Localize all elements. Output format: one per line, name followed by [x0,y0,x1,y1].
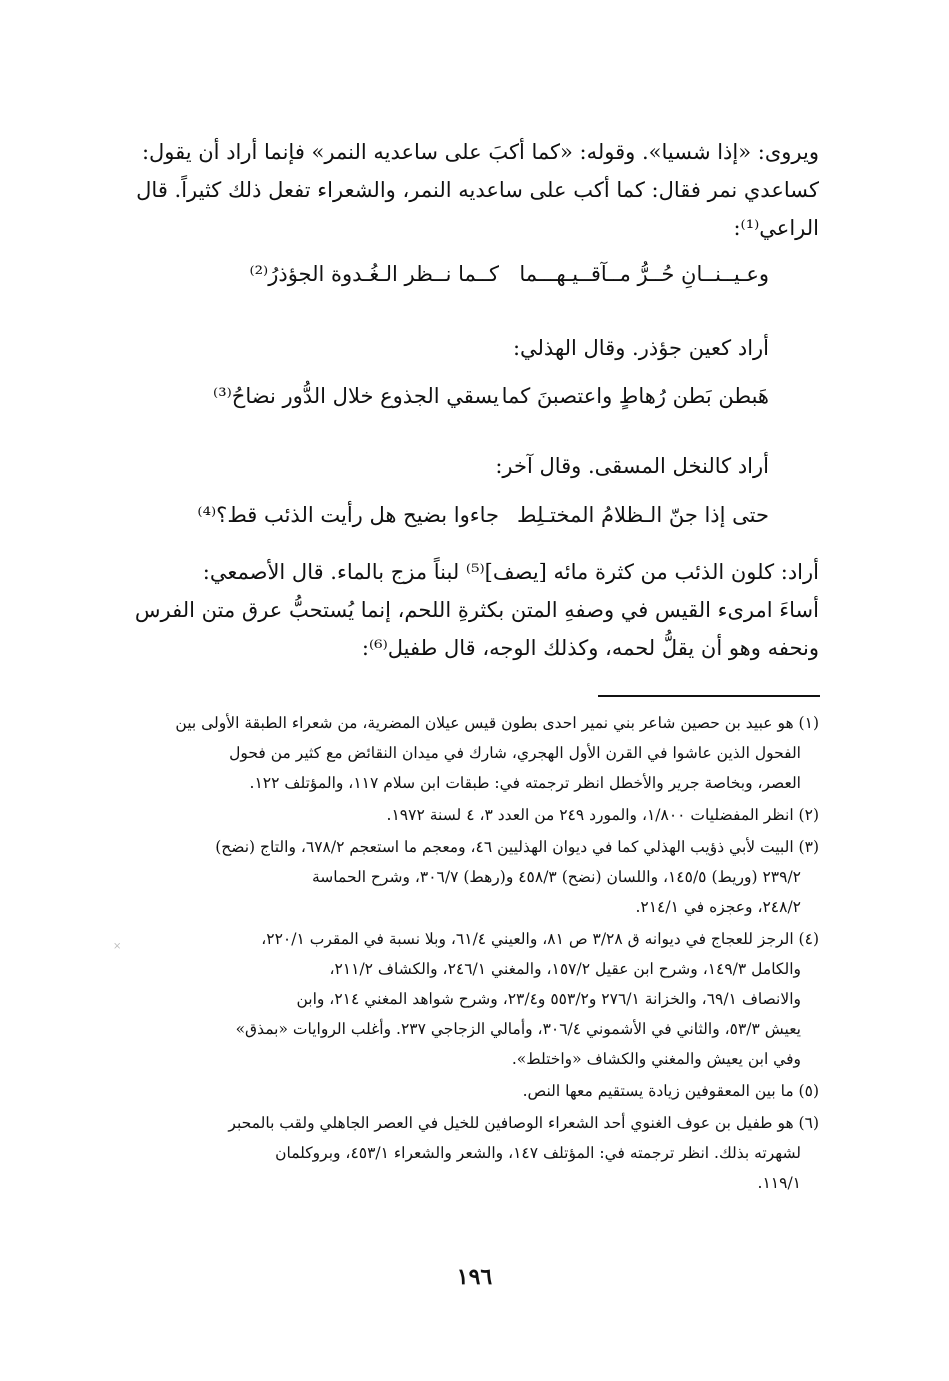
body-line-after-verse-1: أراد كعين جؤذر. وقال الهذلي: [512,336,769,360]
footnote-3-line-1: (٣) البيت لأبي ذؤيب الهذلي كما في ديوان الهذليين ٤٦، ومعجم ما استعجم ٦٧٨/٢، والتاج (نضح) [215,838,819,856]
footnote-6-line-1: (٦) هو طفيل بن عوف الغنوي أحد الشعراء الوصافين للخيل في العصر الجاهلي ولقب بالمحبر [228,1114,819,1132]
footnote-1-line-2: الفحول الذين عاشوا في القرن الأول الهجري، شارك في ميدان النقائض مع كثير من فحول [229,744,801,762]
footnote-4-line-2: والكامل ١٤٩/٣، وشرح ابن عقيل ١٥٧/٢، والمغني ٢٤٦/١، والكشاف ٢١١/٢، [329,960,801,978]
footnote-6-line-3: ١١٩/١. [757,1174,801,1192]
footnote-3-line-3: ٢٤٨/٢، وعجزه في ٢١٤/١. [635,898,801,916]
footnote-2-line-1: (٢) انظر المفضليات ١/٨٠٠، والمورد ٢٤٩ من العدد ٣، ٤ لسنة ١٩٧٢. [386,806,819,824]
body-line-after-verse-2: أراد كالنخل المسقى. وقال آخر: [495,454,769,478]
body-closing-line-1: أراد: كلون الذئب من كثرة مائه [يصف]⁽⁵⁾ لبناً مزج بالماء. قال الأصمعي: [202,560,819,584]
verse-2-second-hemistich: يسقي الجذوع خلال الدُّور نضاحُ⁽³⁾ [213,384,499,408]
verse-3-first-hemistich: حتى إذا جنّ الـظلامُ المختـلِط [517,503,769,527]
footnote-4-line-4: يعيش ٥٣/٣، والثاني في الأشموني ٣٠٦/٤، وأمالي الزجاجي ٢٣٧. وأغلب الروايات «بمذق» [235,1020,801,1038]
footnote-4-line-5: وفي ابن يعيش والمغني والكشاف «واختلط». [511,1050,801,1068]
body-closing-line-3: ونحفه وهو أن يقلُّ لحمه، وكذلك الوجه، قال طفيل⁽⁶⁾: [361,636,819,660]
verse-2-first-hemistich: هَبطن بَطن رُهاطٍ واعتصبنَ كما [501,384,769,408]
footnote-separator [598,695,820,697]
footnote-3-line-2: ٢٣٩/٢ (وريط) ١٤٥/٥، واللسان (نضح) ٤٥٨/٣ و(رهط) ٣٠٦/٧، وشرح الحماسة [311,868,801,886]
verse-1-second-hemistich: كــما نــظر الـغُـدوة الجؤذرُ⁽²⁾ [249,262,499,286]
body-line-3: الراعي⁽¹⁾: [733,216,819,240]
footnote-6-line-2: لشهرته بذلك. انظر ترجمته في: المؤتلف ١٤٧، والشعر والشعراء ٤٥٣/١، وبروكلمان [275,1144,801,1162]
footnote-1-line-1: (١) هو عبيد بن حصين شاعر بني نمير احدى بطون قيس عيلان المضرية، من شعراء الطبقة الأولى بين [175,714,819,732]
page-number: ١٩٦ [456,1264,493,1290]
body-line-1: ويروى: «إذا شسيا». وقوله: «كما أكبَ على ساعديه النمر» فإنما أراد أن يقول: [141,140,819,164]
verse-1-first-hemistich: وعـيــنــانِ حُــرُّ مــآقــيـهـــما [519,262,769,286]
footnote-5-line-1: (٥) ما بين المعقوفين زيادة يستقيم معها النص. [522,1082,819,1100]
footnote-4-line-3: والانصاف ٦٩/١، والخزانة ٢٧٦/١ و٥٥٣/٢ و٢٣/٤، وشرح شواهد المغني ٢١٤، وابن [296,990,801,1008]
footnote-1-line-3: العصر، وبخاصة جرير والأخطل انظر ترجمته في: طبقات ابن سلام ١١٧، والمؤتلف ١٢٢. [249,774,801,792]
footnote-4-line-1: (٤) الرجز للعجاج في ديوانه ق ٣/٢٨ ص ٨١، والعيني ٦١/٤، وبلا نسبة في المقرب ٢٢٠/١، [261,930,819,948]
body-closing-line-2: أساءَ امرىء القيس في وصفهِ المتن بكثرةِ اللحم، إنما يُستحبُّ عرق متن الفرس [134,598,819,622]
scan-mark: × [113,941,122,952]
verse-3-second-hemistich: جاءوا بضيح هل رأيت الذئب قط؟⁽⁴⁾ [197,503,499,527]
body-line-2: كساعدي نمر فقال: كما أكب على ساعديه النمر، والشعراء تفعل ذلك كثيراً. قال [136,178,819,202]
